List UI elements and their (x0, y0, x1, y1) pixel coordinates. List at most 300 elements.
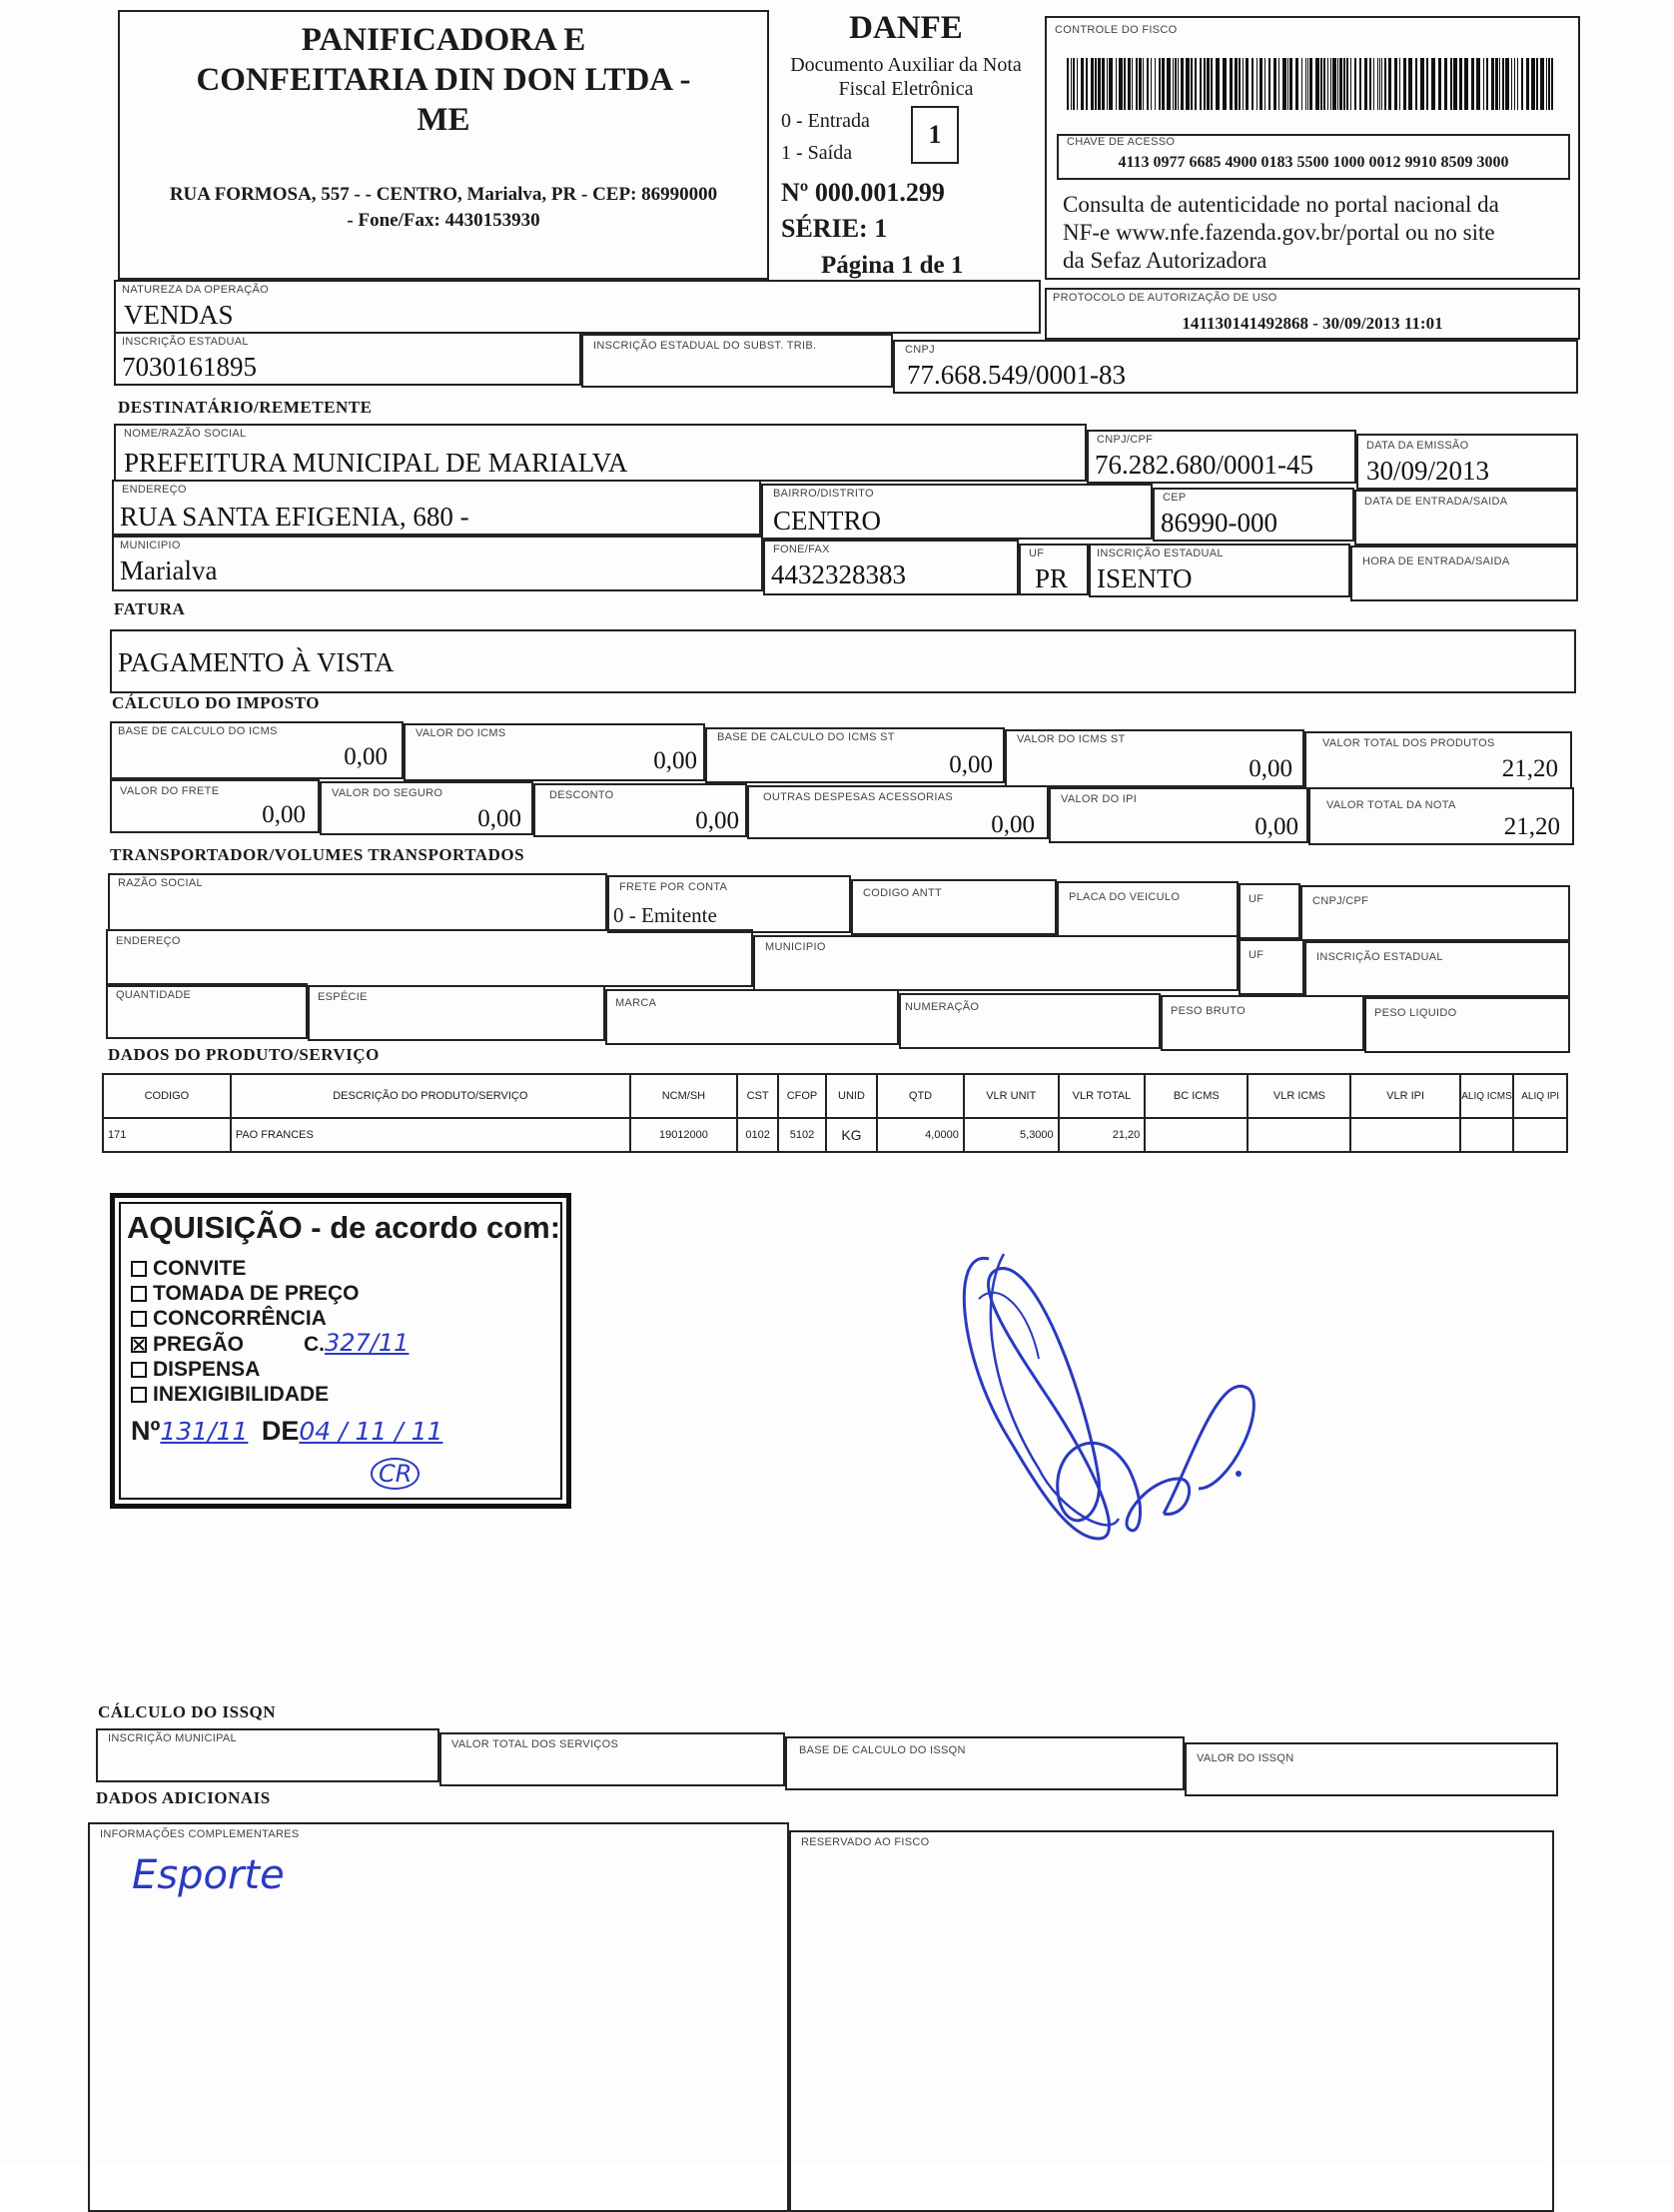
transp-qtd-label: QUANTIDADE (116, 989, 192, 1001)
barcode-bar (1264, 58, 1265, 110)
cnpj-box (893, 340, 1578, 394)
col-header: QTD (877, 1074, 964, 1118)
barcode-bar (1124, 58, 1126, 110)
barcode-bar (1459, 58, 1462, 110)
col-header: BC ICMS (1145, 1074, 1248, 1118)
transp-municipio-box (753, 935, 1239, 991)
dest-nome-value: PREFEITURA MUNICIPAL DE MARIALVA (124, 448, 628, 478)
barcode-bar (1343, 58, 1345, 110)
dest-entrada-box (1354, 490, 1578, 546)
transp-bruto-box (1161, 995, 1364, 1051)
desconto-value: 0,00 (695, 807, 739, 834)
tomada-checkbox (131, 1286, 147, 1302)
transp-qtd-box (106, 983, 308, 1039)
frete-value: 0,00 (262, 801, 306, 828)
barcode-bar (1323, 58, 1325, 110)
emitente-name-3: ME (417, 102, 470, 138)
total-nota-value: 21,20 (1503, 813, 1560, 840)
protocolo-box (1045, 288, 1580, 340)
barcode-bar (1186, 58, 1190, 110)
stamp-initials-handwritten: CR (371, 1458, 419, 1490)
cell: 4,0000 (877, 1118, 964, 1152)
dest-uf-label: UF (1029, 548, 1045, 559)
transp-ie-box (1304, 941, 1570, 997)
barcode-bar (1155, 58, 1156, 110)
dest-nome-label: NOME/RAZÃO SOCIAL (124, 428, 247, 440)
bc-st-box (705, 727, 1005, 783)
ipi-label: VALOR DO IPI (1061, 793, 1138, 805)
ie-label: INSCRIÇÃO ESTADUAL (122, 336, 249, 348)
bc-icms-value: 0,00 (344, 743, 388, 770)
transp-bruto-label: PESO BRUTO (1171, 1005, 1246, 1017)
transp-frete-value: 0 - Emitente (613, 903, 717, 927)
barcode-bar (1181, 58, 1184, 110)
fisco-box (1045, 16, 1580, 280)
barcode-bar (1132, 58, 1133, 110)
dest-municipio-label: MUNICIPIO (120, 540, 181, 552)
barcode-bar (1403, 58, 1406, 110)
barcode-bar (1483, 58, 1484, 110)
barcode-bar (1102, 58, 1105, 110)
barcode-bar (1191, 58, 1193, 110)
barcode (1067, 58, 1556, 110)
barcode-bar (1268, 58, 1270, 110)
barcode-bar (1546, 58, 1547, 110)
barcode-bar (1081, 58, 1084, 110)
reservado-label: RESERVADO AO FISCO (801, 1836, 930, 1848)
ie-st-box (581, 334, 893, 388)
issqn-bc-box (785, 1736, 1185, 1790)
barcode-bar (1369, 58, 1371, 110)
barcode-bar (1499, 58, 1500, 110)
imposto-section: CÁLCULO DO IMPOSTO (112, 693, 320, 712)
issqn-im-label: INSCRIÇÃO MUNICIPAL (108, 1732, 237, 1744)
total-prod-box (1304, 731, 1572, 789)
barcode-bar (1175, 58, 1177, 110)
barcode-bar (1315, 58, 1319, 110)
barcode-bar (1415, 58, 1417, 110)
danfe-pagina: Página 1 de 1 (821, 252, 964, 279)
barcode-bar (1278, 58, 1279, 110)
barcode-bar (1307, 58, 1308, 110)
barcode-bar (1548, 58, 1550, 110)
barcode-bar (1200, 58, 1202, 110)
seguro-box (320, 781, 533, 835)
col-header: VLR ICMS (1248, 1074, 1350, 1118)
barcode-bar (1377, 58, 1378, 110)
barcode-bar (1109, 58, 1113, 110)
emitente-phone: - Fone/Fax: 4430153930 (347, 210, 540, 231)
icms-label: VALOR DO ICMS (416, 727, 506, 739)
ipi-box (1049, 787, 1308, 843)
dest-fone-label: FONE/FAX (773, 544, 830, 555)
bc-icms-label: BASE DE CALCULO DO ICMS (118, 725, 278, 737)
produtos-section: DADOS DO PRODUTO/SERVIÇO (108, 1045, 380, 1064)
stamp-option-convite: CONVITE (131, 1256, 409, 1281)
col-header: NCM/SH (630, 1074, 737, 1118)
barcode-bar (1354, 58, 1356, 110)
barcode-bar (1095, 58, 1097, 110)
dest-ie-label: INSCRIÇÃO ESTADUAL (1097, 548, 1224, 559)
danfe-title: DANFE (849, 10, 963, 46)
barcode-bar (1243, 58, 1244, 110)
col-header: CODIGO (103, 1074, 231, 1118)
barcode-bar (1098, 58, 1101, 110)
transp-especie-box (308, 985, 605, 1041)
consulta-3: da Sefaz Autorizadora (1063, 248, 1267, 273)
emitente-name-2: CONFEITARIA DIN DON LTDA - (196, 62, 691, 98)
danfe-numero: Nº 000.001.299 (781, 178, 945, 207)
reservado-box (789, 1830, 1554, 2212)
transp-uf-label: UF (1249, 893, 1264, 905)
barcode-bar (1136, 58, 1138, 110)
pregao-number-handwritten: 327/11 (325, 1329, 410, 1357)
dest-endereco-box (112, 480, 761, 536)
barcode-bar (1339, 58, 1342, 110)
barcode-bar (1426, 58, 1428, 110)
barcode-bar (1517, 58, 1518, 110)
barcode-bar (1207, 58, 1210, 110)
danfe-subtitle-2: Fiscal Eletrônica (838, 78, 974, 100)
barcode-bar (1502, 58, 1504, 110)
barcode-bar (1486, 58, 1488, 110)
seguro-value: 0,00 (477, 805, 521, 832)
cell: 21,20 (1059, 1118, 1146, 1152)
dest-hora-box (1350, 546, 1578, 601)
transp-ie-label: INSCRIÇÃO ESTADUAL (1316, 951, 1443, 963)
barcode-bar (1511, 58, 1512, 110)
dest-entrada-label: DATA DE ENTRADA/SAIDA (1364, 496, 1508, 508)
barcode-bar (1235, 58, 1238, 110)
stamp-numero-line: Nº131/11 DE04 / 11 / 11 (131, 1416, 443, 1446)
barcode-bar (1211, 58, 1213, 110)
transporte-section: TRANSPORTADOR/VOLUMES TRANSPORTADOS (110, 845, 525, 864)
barcode-bar (1071, 58, 1072, 110)
table-row (103, 1118, 1567, 1152)
icms-box (404, 723, 705, 781)
dest-nome-box (114, 424, 1087, 482)
barcode-bar (1337, 58, 1338, 110)
col-header: DESCRIÇÃO DO PRODUTO/SERVIÇO (231, 1074, 630, 1118)
protocolo-label: PROTOCOLO DE AUTORIZAÇÃO DE USO (1053, 292, 1277, 304)
cell: 5,3000 (964, 1118, 1059, 1152)
produtos-header-row (103, 1074, 1567, 1118)
barcode-bar (1287, 58, 1288, 110)
col-header: VLR IPI (1350, 1074, 1459, 1118)
barcode-bar (1476, 58, 1480, 110)
ie-box (114, 332, 581, 386)
dest-cnpj-label: CNPJ/CPF (1097, 434, 1154, 446)
cell (1145, 1118, 1248, 1152)
transp-razao-label: RAZÃO SOCIAL (118, 877, 203, 889)
col-header: CST (737, 1074, 778, 1118)
total-nota-label: VALOR TOTAL DA NOTA (1326, 799, 1456, 811)
dest-hora-label: HORA DE ENTRADA/SAIDA (1362, 555, 1510, 567)
barcode-bar (1536, 58, 1538, 110)
stamp-option-concorrencia: CONCORRÊNCIA (131, 1306, 409, 1331)
barcode-bar (1399, 58, 1400, 110)
protocolo-value: 141130141492868 - 30/09/2013 11:01 (1182, 314, 1443, 333)
barcode-bar (1289, 58, 1292, 110)
total-prod-value: 21,20 (1501, 755, 1558, 782)
cell: 19012000 (630, 1118, 737, 1152)
barcode-bar (1086, 58, 1088, 110)
chave-box (1057, 134, 1570, 180)
danfe-entrada: 0 - Entrada (781, 110, 870, 132)
cell (1248, 1118, 1350, 1152)
barcode-bar (1384, 58, 1386, 110)
seguro-label: VALOR DO SEGURO (332, 787, 443, 799)
barcode-bar (1526, 58, 1529, 110)
frete-box (110, 779, 320, 833)
chave-value: 4113 0977 6685 4900 0183 5500 1000 0012 9910 8509 3000 (1118, 154, 1509, 171)
barcode-bar (1450, 58, 1452, 110)
barcode-bar (1116, 58, 1117, 110)
ipi-value: 0,00 (1255, 813, 1298, 840)
transp-endereco-label: ENDEREÇO (116, 935, 181, 947)
aquisicao-stamp (110, 1193, 571, 1509)
barcode-bar (1230, 58, 1233, 110)
barcode-bar (1540, 58, 1544, 110)
danfe-saida: 1 - Saída (781, 142, 853, 164)
issqn-im-box (96, 1728, 439, 1782)
fatura-section: FATURA (114, 599, 186, 618)
barcode-bar (1259, 58, 1262, 110)
barcode-bar (1159, 58, 1161, 110)
consulta-1: Consulta de autenticidade no portal nacional da (1063, 192, 1499, 217)
barcode-bar (1252, 58, 1254, 110)
issqn-bc-label: BASE DE CALCULO DO ISSQN (799, 1744, 966, 1756)
stamp-option-dispensa: DISPENSA (131, 1357, 409, 1382)
dest-endereco-label: ENDEREÇO (122, 484, 187, 496)
transp-frete-box (607, 875, 851, 933)
transp-municipio-label: MUNICIPIO (765, 941, 826, 953)
danfe-tipo-box (911, 106, 959, 164)
barcode-bar (1239, 58, 1241, 110)
dest-ie-box (1089, 544, 1350, 597)
info-handwritten: Esporte (132, 1852, 285, 1898)
bc-icms-box (110, 721, 404, 779)
concorrencia-checkbox (131, 1311, 147, 1327)
transp-uf2-label: UF (1249, 949, 1264, 961)
chave-label: CHAVE DE ACESSO (1067, 136, 1176, 148)
total-nota-box (1308, 787, 1574, 845)
adicionais-section: DADOS ADICIONAIS (96, 1788, 271, 1807)
barcode-bar (1091, 58, 1094, 110)
barcode-bar (1444, 58, 1447, 110)
cell: PAO FRANCES (231, 1118, 630, 1152)
barcode-bar (1195, 58, 1197, 110)
barcode-bar (1305, 58, 1306, 110)
dest-cnpj-value: 76.282.680/0001-45 (1095, 450, 1313, 480)
bc-st-value: 0,00 (949, 751, 993, 778)
cell (1460, 1118, 1514, 1152)
barcode-bar (1128, 58, 1131, 110)
barcode-bar (1491, 58, 1494, 110)
desconto-box (533, 783, 747, 837)
desconto-label: DESCONTO (549, 789, 614, 801)
fatura-box (110, 629, 1576, 693)
natureza-value: VENDAS (124, 300, 234, 330)
cnpj-value: 77.668.549/0001-83 (907, 360, 1126, 390)
transp-liquido-box (1364, 997, 1570, 1053)
barcode-bar (1309, 58, 1312, 110)
col-header: ALIQ IPI (1513, 1074, 1567, 1118)
transp-numeracao-label: NUMERAÇÃO (905, 1001, 980, 1013)
barcode-bar (1379, 58, 1380, 110)
barcode-bar (1388, 58, 1391, 110)
transp-razao-box (108, 873, 607, 931)
stamp-data-handwritten: 04 / 11 / 11 (299, 1417, 443, 1446)
barcode-bar (1431, 58, 1435, 110)
dest-emissao-value: 30/09/2013 (1366, 456, 1490, 486)
icms-st-box (1005, 729, 1304, 787)
stamp-numero-handwritten: 131/11 (160, 1417, 249, 1446)
barcode-bar (1505, 58, 1509, 110)
barcode-bar (1420, 58, 1424, 110)
issqn-servicos-box (439, 1732, 785, 1786)
barcode-bar (1346, 58, 1348, 110)
col-header: UNID (826, 1074, 878, 1118)
bc-st-label: BASE DE CALCULO DO ICMS ST (717, 731, 895, 743)
transp-especie-label: ESPÉCIE (318, 991, 368, 1003)
convite-checkbox (131, 1261, 147, 1277)
frete-label: VALOR DO FRETE (120, 785, 220, 797)
col-header: VLR TOTAL (1059, 1074, 1146, 1118)
transp-uf2-box (1239, 939, 1304, 995)
transp-cnpj-label: CNPJ/CPF (1312, 895, 1369, 907)
total-prod-label: VALOR TOTAL DOS PRODUTOS (1322, 737, 1495, 749)
barcode-bar (1143, 58, 1144, 110)
dest-cep-box (1153, 488, 1354, 542)
danfe-tipo: 1 (928, 120, 942, 149)
barcode-bar (1438, 58, 1441, 110)
dest-bairro-box (761, 484, 1153, 540)
barcode-bar (1204, 58, 1206, 110)
cell: KG (826, 1118, 878, 1152)
transp-marca-box (605, 989, 899, 1045)
stamp-option-tomada: TOMADA DE PREÇO (131, 1281, 409, 1306)
transp-uf-box (1239, 883, 1300, 939)
barcode-bar (1178, 58, 1179, 110)
info-box (88, 1822, 789, 2212)
issqn-servicos-label: VALOR TOTAL DOS SERVIÇOS (451, 1738, 619, 1750)
barcode-bar (1320, 58, 1322, 110)
danfe-serie: SÉRIE: 1 (781, 214, 888, 243)
natureza-label: NATUREZA DA OPERAÇÃO (122, 284, 269, 296)
barcode-bar (1139, 58, 1142, 110)
barcode-bar (1167, 58, 1171, 110)
dest-emissao-box (1356, 434, 1578, 490)
dest-uf-value: PR (1035, 563, 1069, 593)
produtos-table (102, 1073, 1568, 1153)
icms-value: 0,00 (653, 747, 697, 774)
barcode-bar (1246, 58, 1249, 110)
transp-endereco-box (106, 929, 753, 987)
signature (949, 1239, 1278, 1559)
dest-uf-box (1019, 544, 1089, 595)
barcode-bar (1332, 58, 1336, 110)
dest-cep-value: 86990-000 (1161, 508, 1277, 538)
transp-marca-label: MARCA (615, 997, 657, 1009)
barcode-bar (1119, 58, 1123, 110)
stamp-title: AQUISIÇÃO - de acordo com: (127, 1210, 561, 1245)
barcode-bar (1327, 58, 1328, 110)
barcode-bar (1256, 58, 1257, 110)
icms-st-label: VALOR DO ICMS ST (1017, 733, 1126, 745)
transp-placa-box (1057, 881, 1239, 937)
barcode-bar (1282, 58, 1286, 110)
col-header: CFOP (778, 1074, 825, 1118)
col-header: VLR UNIT (964, 1074, 1059, 1118)
issqn-section: CÁLCULO DO ISSQN (98, 1702, 277, 1721)
barcode-bar (1364, 58, 1367, 110)
outras-box (747, 785, 1049, 839)
dest-fone-value: 4432328383 (771, 559, 906, 589)
barcode-bar (1514, 58, 1515, 110)
barcode-bar (1273, 58, 1276, 110)
dest-municipio-box (112, 536, 763, 591)
dest-bairro-value: CENTRO (773, 506, 881, 536)
cell: 0102 (737, 1118, 778, 1152)
barcode-bar (1551, 58, 1553, 110)
transp-liquido-label: PESO LIQUIDO (1374, 1007, 1457, 1019)
barcode-bar (1471, 58, 1474, 110)
dest-emissao-label: DATA DA EMISSÃO (1366, 440, 1469, 452)
icms-st-value: 0,00 (1249, 755, 1292, 782)
outras-value: 0,00 (991, 811, 1035, 838)
transp-frete-label: FRETE POR CONTA (619, 881, 728, 893)
cell: 5102 (778, 1118, 825, 1152)
danfe-subtitle-1: Documento Auxiliar da Nota (790, 54, 1022, 76)
barcode-bar (1216, 58, 1220, 110)
cell (1513, 1118, 1567, 1152)
barcode-bar (1173, 58, 1174, 110)
barcode-bar (1107, 58, 1108, 110)
barcode-bar (1073, 58, 1075, 110)
cell: 171 (103, 1118, 231, 1152)
inexigibilidade-checkbox (131, 1387, 147, 1403)
emitente-address: RUA FORMOSA, 557 - - CENTRO, Marialva, PR - CEP: 86990000 (169, 184, 718, 205)
barcode-bar (1521, 58, 1523, 110)
barcode-bar (1464, 58, 1468, 110)
issqn-valor-label: VALOR DO ISSQN (1197, 1752, 1294, 1764)
danfe-block (771, 10, 1041, 280)
outras-label: OUTRAS DESPESAS ACESSORIAS (763, 791, 953, 803)
barcode-bar (1350, 58, 1351, 110)
consulta-2: NF-e www.nfe.fazenda.gov.br/portal ou no site (1063, 220, 1495, 245)
barcode-bar (1067, 58, 1069, 110)
ie-st-label: INSCRIÇÃO ESTADUAL DO SUBST. TRIB. (593, 340, 817, 352)
barcode-bar (1077, 58, 1078, 110)
barcode-bar (1223, 58, 1227, 110)
destinatario-section: DESTINATÁRIO/REMETENTE (118, 398, 373, 417)
info-label: INFORMAÇÕES COMPLEMENTARES (100, 1828, 300, 1840)
cnpj-label: CNPJ (905, 344, 935, 356)
dispensa-checkbox (131, 1362, 147, 1378)
dest-cep-label: CEP (1163, 492, 1187, 504)
stamp-option-inexigibilidade: INEXIGIBILIDADE (131, 1382, 409, 1407)
dest-cnpj-box (1087, 430, 1356, 484)
emitente-name-1: PANIFICADORA E (301, 22, 586, 58)
dest-municipio-value: Marialva (120, 555, 218, 585)
natureza-box (114, 280, 1041, 334)
dest-ie-value: ISENTO (1097, 563, 1193, 593)
cell (1350, 1118, 1459, 1152)
barcode-bar (1373, 58, 1374, 110)
barcode-bar (1381, 58, 1382, 110)
issqn-valor-box (1185, 1742, 1558, 1796)
